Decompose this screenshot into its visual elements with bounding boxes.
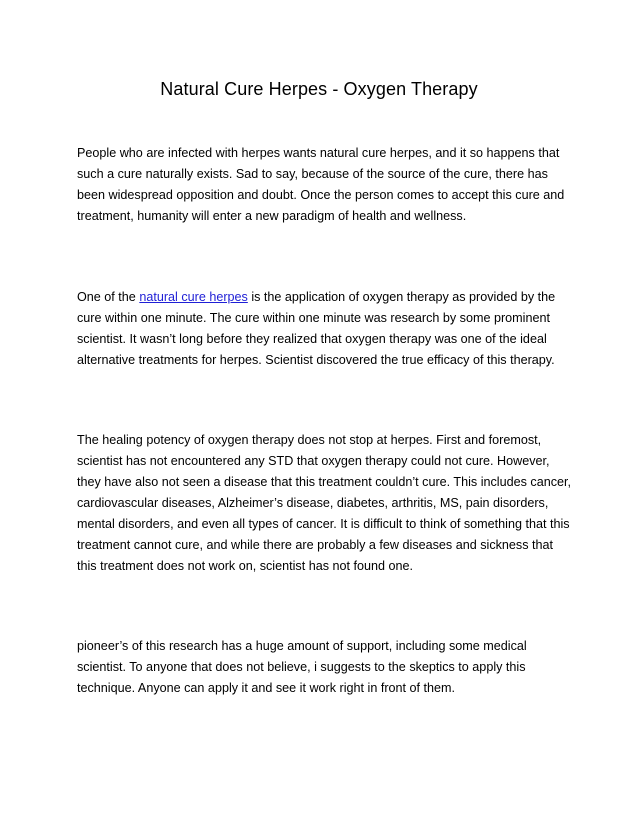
paragraph-pioneers: pioneer’s of this research has a huge amount of support, including some medical scientist. To anyone that does not believe, i suggests to the skeptics to apply this technique. Anyone can apply it and see it work right in front of them. bbox=[77, 639, 527, 695]
natural-cure-herpes-link[interactable]: natural cure herpes bbox=[139, 290, 248, 304]
paragraph-oxygen-therapy bbox=[77, 287, 574, 371]
paragraph-text-after-link: is the application of oxygen therapy as provided by the cure within one minute. The cure within one minute was research by some prominent scientist. It wasn’t long before they realized that oxygen therapy was one of the ideal alternative treatments for herpes. Scientist discovered the true efficacy of this therapy. bbox=[77, 290, 556, 367]
paragraph-text-before-link: One of the bbox=[77, 290, 140, 304]
paragraph-healing-potency: The healing potency of oxygen therapy does not stop at herpes. First and foremost, scientist has not encountered any STD that oxygen therapy could not cure. However, they have also not seen a disease that this treatment couldn’t cure. This includes cancer, cardiovascular diseases, Alzheimer’s disease, diabetes, arthritis, MS, pain disorders, mental disorders, and even all types of cancer. It is difficult to think of something that this treatment cannot cure, and while there are probably a few diseases and sickness that this treatment does not work on, scientist has not found one. bbox=[77, 433, 572, 573]
page-title: Natural Cure Herpes - Oxygen Therapy bbox=[160, 79, 478, 99]
paragraph-intro: People who are infected with herpes wants natural cure herpes, and it so happens that such a cure naturally exists. Sad to say, because of the source of the cure, there has been widespread opposition and doubt. Once the person comes to accept this cure and treatment, humanity will enter a new paradigm of health and wellness. bbox=[77, 146, 565, 223]
